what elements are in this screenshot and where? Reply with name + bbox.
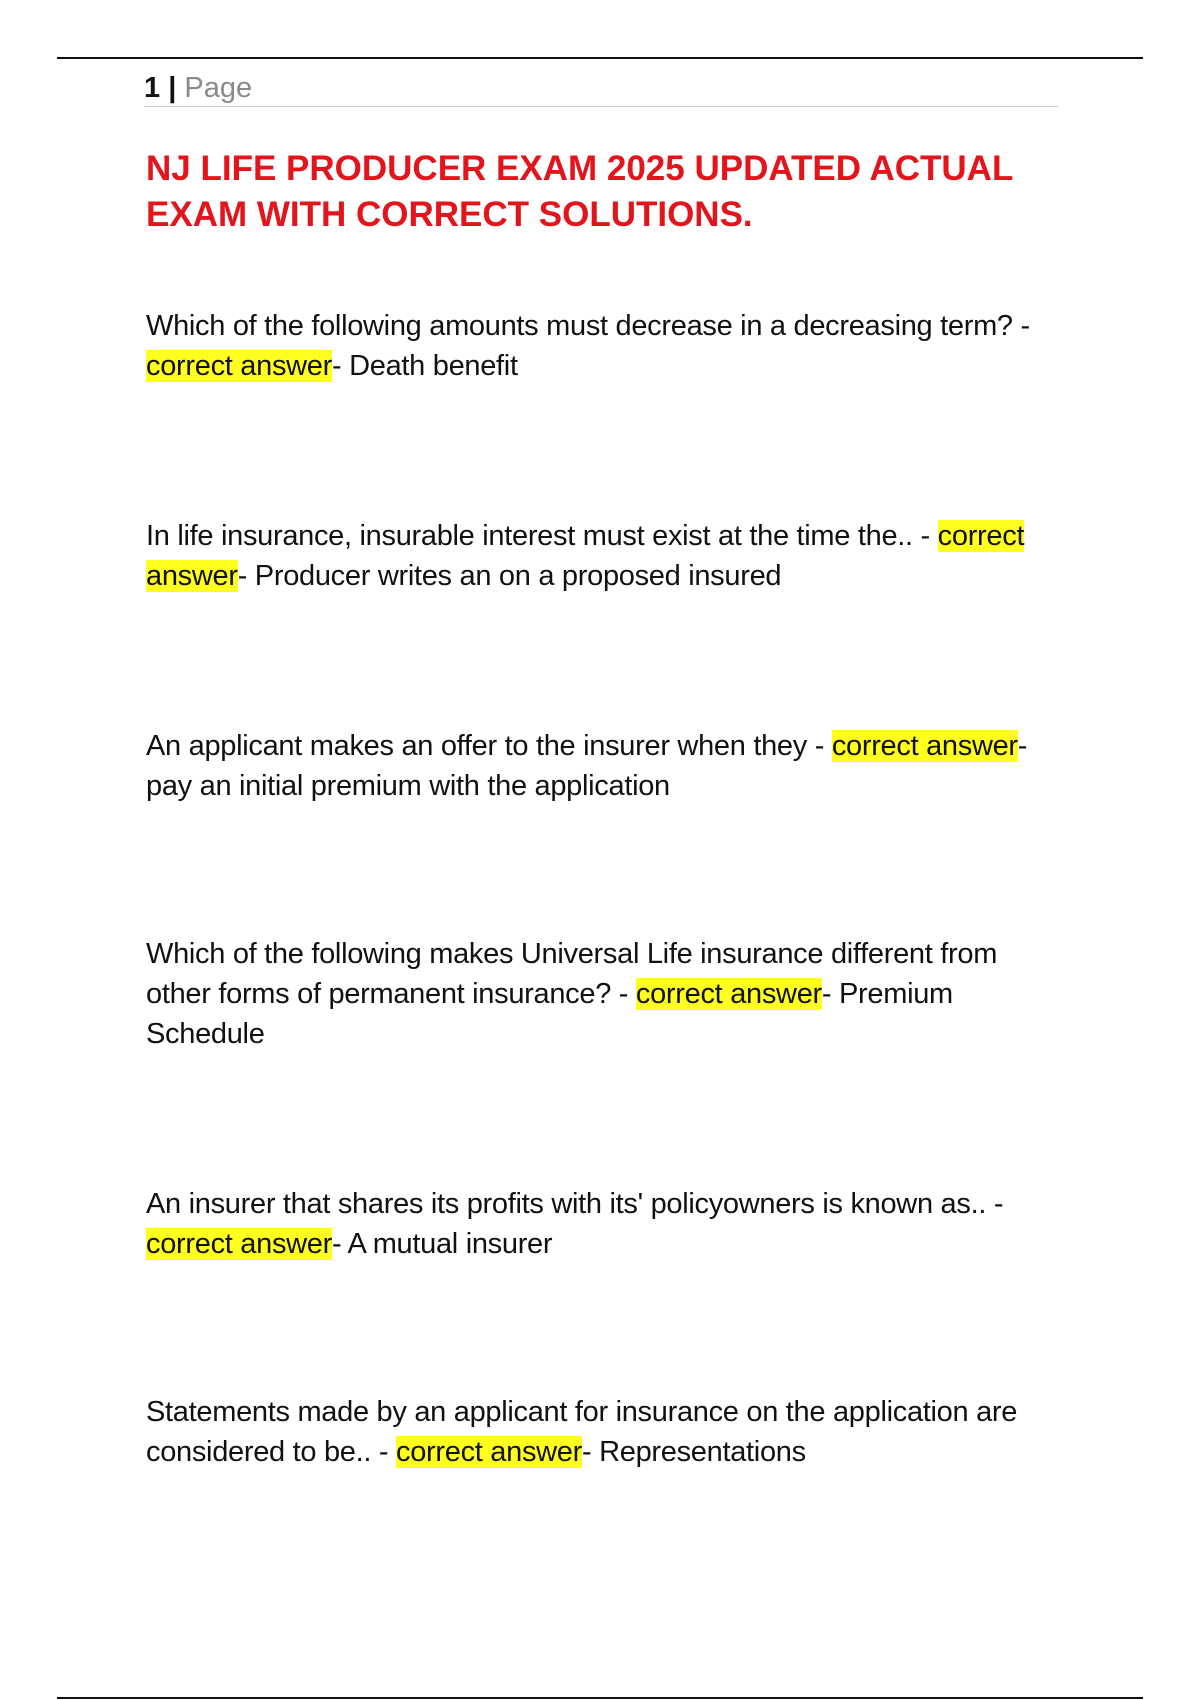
answer-text: - Death benefit: [331, 350, 518, 382]
qa-item-2: [146, 516, 1066, 596]
qa-item-1: [146, 306, 1066, 386]
qa-item-5: [146, 1184, 1066, 1264]
answer-highlight: correct answer: [635, 978, 822, 1010]
answer-highlight: correct answer: [146, 350, 332, 382]
page-label: Page: [184, 72, 253, 104]
qa-item-4: [146, 934, 1066, 1054]
answer-text: - Premium Schedule: [146, 978, 953, 1050]
question-text: Which of the following amounts must decrease in a decreasing term? -: [146, 310, 1030, 342]
answer-text: - Producer writes an on a proposed insured: [237, 560, 782, 592]
question-text: An applicant makes an offer to the insurer when they -: [146, 730, 832, 762]
qa-item-6: [146, 1392, 1066, 1472]
document-title: NJ LIFE PRODUCER EXAM 2025 UPDATED ACTUAL EXAM WITH CORRECT SOLUTIONS.: [146, 149, 1013, 234]
question-text: In life insurance, insurable interest must exist at the time the.. -: [146, 520, 938, 552]
question-text: An insurer that shares its profits with its' policyowners is known as.. -: [146, 1188, 1004, 1220]
bottom-rule: [57, 1697, 1143, 1699]
answer-highlight: correct answer: [396, 1436, 582, 1468]
answer-text: - pay an initial premium with the application: [146, 730, 1028, 802]
page-number: 1: [144, 72, 161, 104]
question-text: Which of the following makes Universal Life insurance different from other forms of permanent insurance? -: [146, 938, 998, 1010]
page-header: [144, 70, 1058, 107]
answer-highlight: correct answer: [146, 1228, 332, 1260]
question-text: Statements made by an applicant for insurance on the application are considered to be.. -: [146, 1396, 1018, 1468]
answer-text: - A mutual insurer: [331, 1228, 553, 1260]
top-rule: [57, 57, 1143, 59]
page-separator: |: [160, 72, 185, 104]
qa-item-3: [146, 726, 1066, 806]
answer-highlight: correct answer: [146, 520, 1025, 592]
answer-highlight: correct answer: [831, 730, 1018, 762]
answer-text: - Representations: [582, 1436, 806, 1468]
